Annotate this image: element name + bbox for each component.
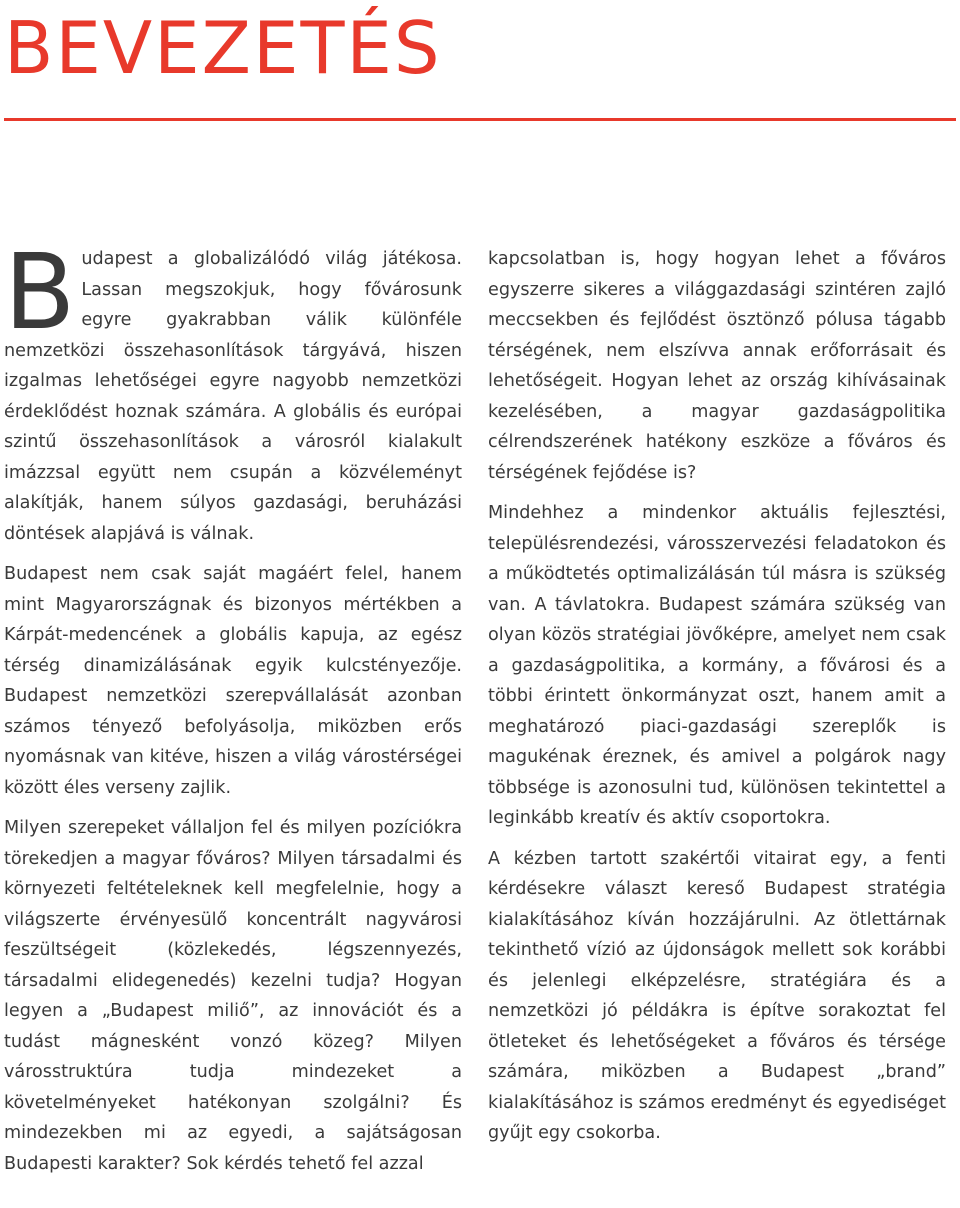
body-paragraph: Budapest nem csak saját magáért felel, hanem mint Magyarországnak és bizonyos mértékben a Kárpát-medencének a globális kapuja, az egész térség dinamizálásának egyik kulcstényezője. Budapest nemzetközi szerepvállalását azonban számos tényező befolyásolja, miközben erős nyomásnak van kitéve, hiszen a világ várostérségei között éles verseny zajlik. [4,564,462,798]
body-paragraph: kapcsolatban is, hogy hogyan lehet a főváros egyszerre sikeres a világgazdasági szintéren zajló meccsekben és fejlődést ösztönző pólusa tágabb térségének, nem elszívva annak erőforrásait és lehetőségeit. Hogyan lehet az ország kihívásainak kezelésében, a magyar gazdaságpolitika célrendszerének hatékony eszköze a főváros és térségének fejődése is? [488,249,946,483]
page-title: BEVEZETÉS [4,6,442,90]
right-column [488,244,946,1159]
intro-paragraph [4,231,462,549]
body-paragraph: A kézben tartott szakértői vitairat egy, a fenti kérdésekre választ kereső Budapest stratégia kialakításához kíván hozzájárulni. Az ötlettárnak tekinthető vízió az újdonságok mellett sok korábbi és jelenlegi elképzelésre, stratégiára és a nemzetközi jó példákra is építve sorakoztat fel ötleteket és lehetőségeket a főváros és térsége számára, miközben a Budapest „brand” kialakításához is számos eredményt és egyediséget gyűjt egy csokorba. [488,848,946,1143]
left-column [4,231,462,1189]
body-paragraph: Mindehhez a mindenkor aktuális fejlesztési, településrendezési, városszervezési feladatokon és a működtetés optimalizálásán túl másra is szükség van. A távlatokra. Budapest számára szükség van olyan közös stratégiai jövőképre, amelyet nem csak a gazdaságpolitika, a kormány, a fővárosi és a többi érintett önkormányzat oszt, hanem amit a meghatározó piaci-gazdasági szereplők is magukénak éreznek, és amivel a polgárok nagy többsége is azonosulni tud, különösen tekintettel a leginkább kreatív és aktív csoportokra. [488,503,946,828]
body-paragraph: Milyen szerepeket vállaljon fel és milyen pozíciókra törekedjen a magyar főváros? Milyen társadalmi és környezeti feltételeknek kell megfelelnie, hogy a világszerte érvényesülő koncentrált nagyvárosi feszültségeit (közlekedés, légszennyezés, társadalmi elidegenedés) kezelni tudja? Hogyan legyen a „Budapest miliő”, az innovációt és a tudást mágnesként vonzó közeg? Milyen városstruktúra tudja mindezeket a követelményeket hatékonyan szolgálni? És mindezekben mi az egyedi, a sajátságosan Budapesti karakter? Sok kérdés tehető fel azzal [4,818,462,1174]
drop-cap: B [4,231,76,353]
intro-paragraph-text: udapest a globalizálódó világ játékosa. Lassan megszokjuk, hogy fővárosunk egyre gyakrabban válik különféle nemzetközi összehasonlítások tárgyává, hiszen izgalmas lehetőségei egyre nagyobb nemzetközi érdeklődést hoznak számára. A globális és európai szintű összehasonlítások a városról kialakult imázzsal együtt nem csupán a közvéleményt alakítják, hanem súlyos gazdasági, beruházási döntések alapjává is válnak. [4,249,462,544]
title-divider [4,118,956,121]
